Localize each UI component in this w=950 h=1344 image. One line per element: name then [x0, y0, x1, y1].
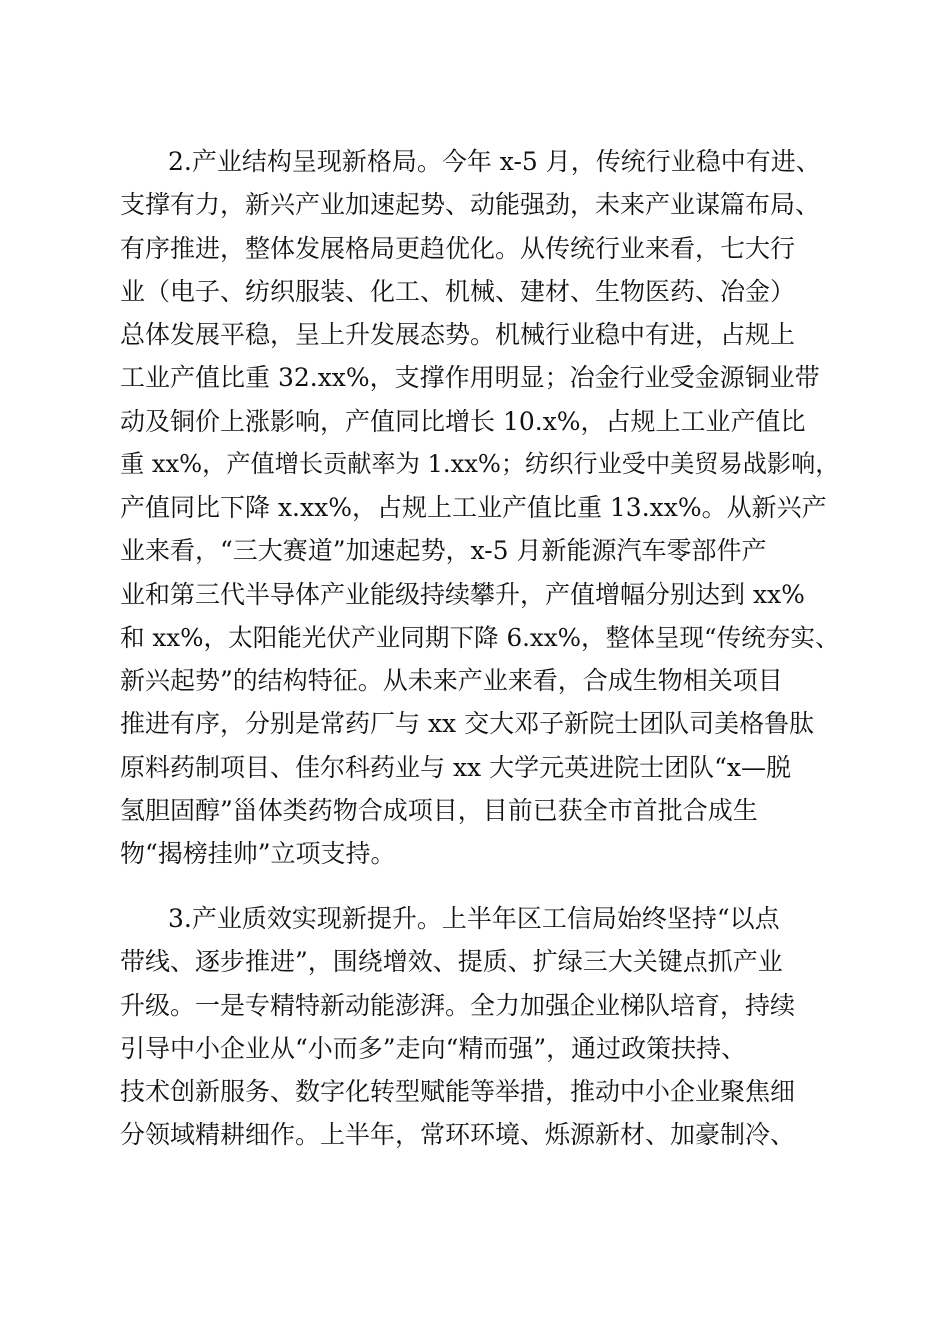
paragraph-industrial-structure	[120, 140, 840, 875]
paragraph-industrial-quality	[120, 897, 840, 1157]
text-line: 推进有序，分别是常药厂与 xx 交大邓子新院士团队司美格鲁肽	[120, 709, 815, 739]
text-line: 动及铜价上涨影响，产值同比增长 10.x%，占规上工业产值比	[120, 406, 806, 436]
text-line: 氢胆固醇”甾体类药物合成项目，目前已获全市首批合成生	[120, 795, 758, 825]
text-line: 原料药制项目、佳尔科药业与 xx 大学元英进院士团队“x—脱	[120, 752, 791, 782]
text-line: 升级。一是专精特新动能澎湃。全力加强企业梯队培育，持续	[120, 990, 796, 1020]
text-line: 业来看，“三大赛道”加速起势，x-5 月新能源汽车零部件产	[120, 536, 767, 566]
text-line: 有序推进，整体发展格局更趋优化。从传统行业来看，七大行	[120, 233, 796, 263]
text-line: 支撑有力，新兴产业加速起势、动能强劲，未来产业谋篇布局、	[120, 190, 821, 220]
text-line: 业（电子、纺织服装、化工、机械、建材、生物医药、冶金）	[120, 276, 796, 306]
text-line: 2.产业结构呈现新格局。今年 x-5 月，传统行业稳中有进、	[168, 147, 821, 176]
text-line: 和 xx%，太阳能光伏产业同期下降 6.xx%，整体呈现“传统夯实、	[120, 622, 840, 652]
text-line: 带线、逐步推进”，围绕增效、提质、扩绿三大关键点抓产业	[120, 947, 783, 977]
text-line: 产值同比下降 x.xx%，占规上工业产值比重 13.xx%。从新兴产	[120, 493, 827, 522]
text-line: 物“揭榜挂帅”立项支持。	[120, 839, 396, 868]
text-line: 工业产值比重 32.xx%，支撑作用明显；冶金行业受金源铜业带	[120, 363, 820, 393]
text-line: 总体发展平稳，呈上升发展态势。机械行业稳中有进，占规上	[120, 320, 796, 349]
text-line: 新兴起势”的结构特征。从未来产业来看，合成生物相关项目	[120, 666, 783, 695]
text-line: 分领域精耕细作。上半年，常环环境、烁源新材、加豪制冷、	[120, 1120, 796, 1150]
text-line: 技术创新服务、数字化转型赋能等举措，推动中小企业聚焦细	[120, 1077, 796, 1106]
text-line: 业和第三代半导体产业能级持续攀升，产值增幅分别达到 xx%	[120, 579, 805, 609]
text-line: 重 xx%，产值增长贡献率为 1.xx%；纺织行业受中美贸易战影响，	[120, 449, 840, 478]
text-line: 引导中小企业从“小而多”走向“精而强”，通过政策扶持、	[120, 1033, 747, 1063]
text-line: 3.产业质效实现新提升。上半年区工信局始终坚持“以点	[168, 904, 780, 933]
